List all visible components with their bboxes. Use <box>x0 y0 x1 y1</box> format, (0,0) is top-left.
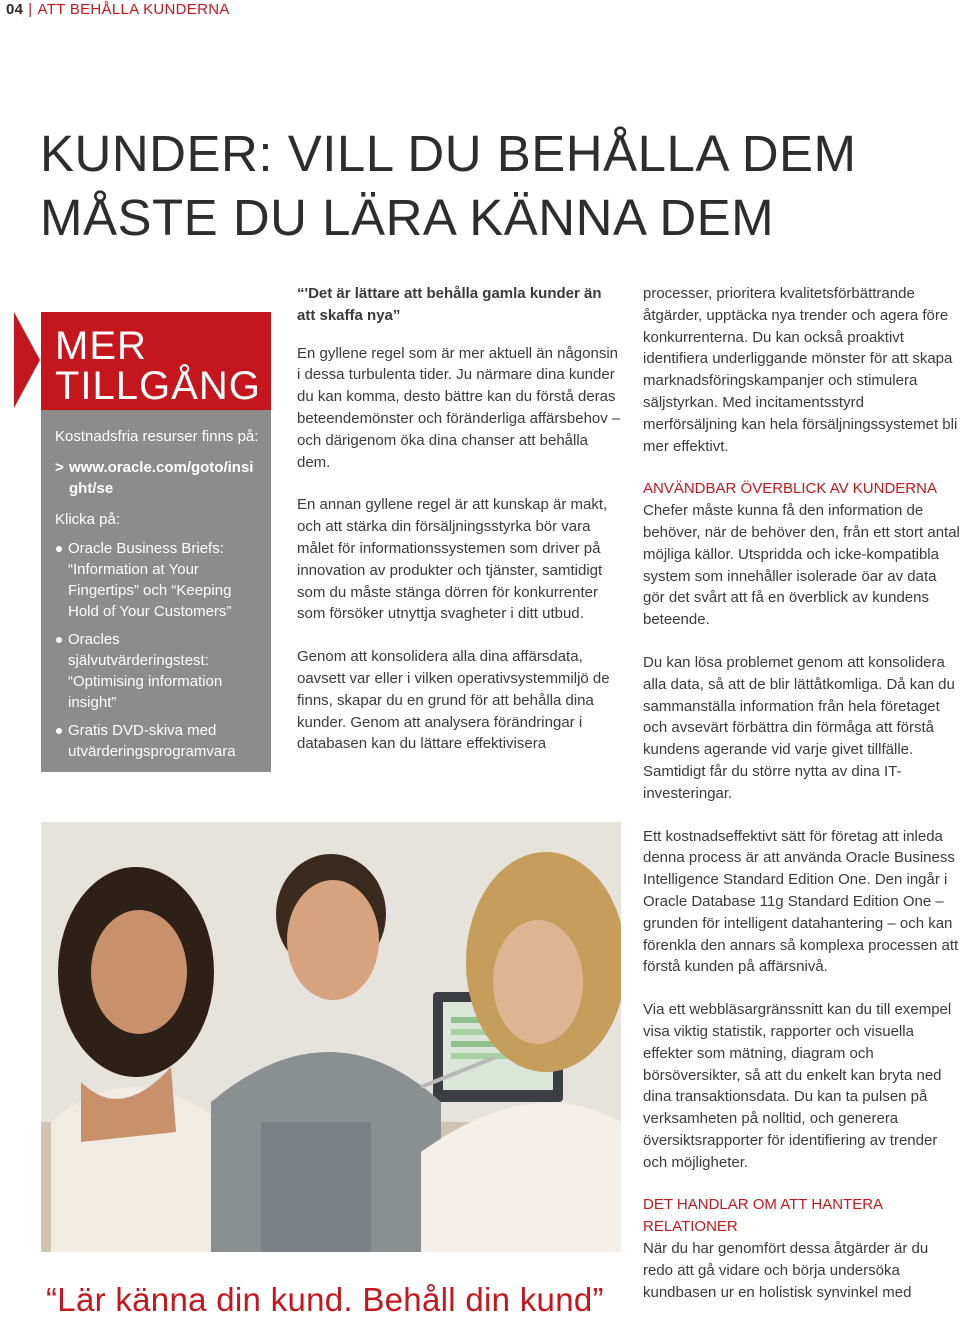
subheading: DET HANDLAR OM ATT HANTERA RELATIONER <box>643 1196 883 1236</box>
headline-line-1: KUNDER: VILL DU BEHÅLLA DEM <box>40 125 857 182</box>
resource-item: Oracle Business Briefs: “Information at Your Fingertips” och “Keeping Hold of Your Customers” <box>55 538 259 622</box>
resource-link[interactable] <box>55 457 259 499</box>
headline-line-2: MÅSTE DU LÄRA KÄNNA DEM <box>40 189 775 246</box>
body-column-right <box>643 283 960 1320</box>
body-paragraph: En annan gyllene regel är att kunskap är makt, och att stärka din försäljningsstyrka bör vara målet för informationssystemen som driver på innovation av produkter och tjänster, samtidigt som du måste stänga dörren för konkurrenter som försöker utnyttja svagheter i ditt utbud. <box>297 496 608 623</box>
resources-sidebar <box>41 312 271 772</box>
body-paragraph: Ett kostnadseffektivt sätt för företag att inleda denna process är att använda Oracle Business Intelligence Standard Edition One. Den ingår i Oracle Database 11g Standard Edition One – grunden för intelligent datahantering – och kan förenkla den annars så komplexa processen att förstå kunden på affärsnivå. <box>643 827 959 976</box>
resource-item: Oracles självutvärderingstest: “Optimising information insight” <box>55 629 259 713</box>
body-paragraph: Du kan lösa problemet genom att konsolidera alla data, så att de blir lättåtkomliga. Då kan du sammanställa information från hela företaget och avsevärt förbättra din förmåga att förstå kundens agerande vid varje givet tillfälle. Samtidigt får du större nytta av dina IT-investeringar. <box>643 653 955 802</box>
intro-quote: “'Det är lättare att behålla gamla kunder än att skaffa nya” <box>297 285 602 324</box>
sidebar-title-band <box>41 312 271 410</box>
body-paragraph: Chefer måste kunna få den information de behöver, när de behöver den, från ett stort antal möjliga källor. Utspridda och icke-kompatibla system som innehåller isolerade öar av data gör det svårt att få en överblick av kundens beteende. <box>643 502 960 629</box>
resource-link-url[interactable]: www.oracle.com/goto/insight/se <box>69 459 254 497</box>
resource-list <box>55 538 259 762</box>
body-paragraph: När du har genomfört dessa åtgärder är du redo att gå vidare och börja undersöka kundbasen ur en holistisk synvinkel med <box>643 1240 929 1301</box>
resource-item: Gratis DVD-skiva med utvärderingsprogramvara <box>55 720 259 762</box>
running-header <box>6 1 230 18</box>
meeting-photo <box>41 822 621 1252</box>
body-paragraph: Genom att konsolidera alla dina affärsdata, oavsett var eller i vilken operativsystemmiljö de finns, skapar du en grund för att behålla dina kunder. Genom att analysera förändringar i databasen kan du lättare effektivisera <box>297 648 610 753</box>
header-separator: | <box>28 1 33 18</box>
sidebar-body <box>41 410 271 762</box>
section-title: ATT BEHÅLLA KUNDERNA <box>37 1 230 18</box>
link-marker: > <box>55 459 64 476</box>
red-arrow-icon <box>14 312 40 408</box>
page-number: 04 <box>6 1 24 18</box>
body-paragraph: En gyllene regel som är mer aktuell än någonsin i dessa turbulenta tider. Ju närmare dina kunder du kan komma, desto bättre kan du förstå deras beteendemönster och föränderliga affärsbehov – och därigenom öka dina chanser att behålla dem. <box>297 344 621 471</box>
sidebar-title-line-1: MER <box>55 324 147 368</box>
body-paragraph: processer, prioritera kvalitetsförbättrande åtgärder, upptäcka nya trender och agera före konkurrenterna. Du kan också proaktivt identifiera underliggande mönster för att skapa marknadsföringskampanjer och stimulera säljstyrkan. Med incitamentsstyrd merförsäljning kan hela försäljningssystemet bli mer effektivt. <box>643 285 958 455</box>
meeting-photo-illustration <box>41 822 621 1252</box>
sidebar-intro: Kostnadsfria resurser finns på: <box>55 428 259 445</box>
sidebar-title-line-2: TILLGÅNG <box>55 364 261 408</box>
page-headline <box>40 122 920 250</box>
body-paragraph: Via ett webbläsargränssnitt kan du till exempel visa viktig statistik, rapporter och visuella effekter som mätning, diagram och börsöversikter, så att du enkelt kan bryta ned dina transaktionsdata. Du kan ta pulsen på verksamheten på nolltid, och generera översiktsrapporter för identifiering av trender och möjligheter. <box>643 1001 952 1171</box>
body-column-middle <box>297 283 622 776</box>
subheading: ANVÄNDBAR ÖVERBLICK AV KUNDERNA <box>643 480 937 498</box>
pull-quote: “Lär känna din kund. Behåll din kund” <box>46 1281 604 1318</box>
click-label: Klicka på: <box>55 511 121 528</box>
